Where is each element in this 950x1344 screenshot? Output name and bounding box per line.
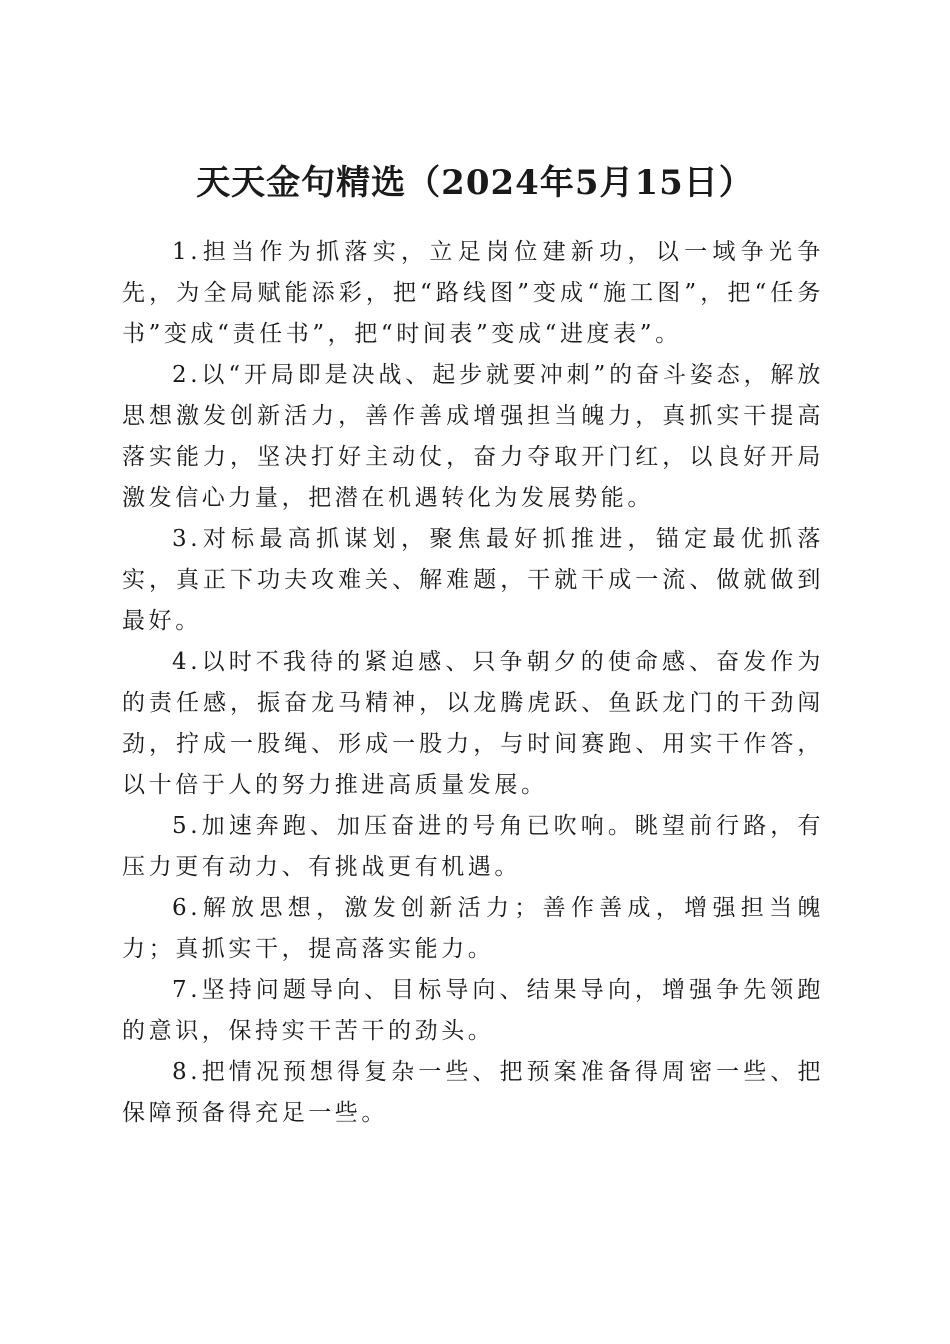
paragraph-3: 3.对标最高抓谋划，聚焦最好抓推进，锚定最优抓落实，真正下功夫攻难关、解难题，干就干成一流、做就做到最好。 (122, 526, 824, 634)
paragraph-1: 1.担当作为抓落实，立足岗位建新功，以一域争光争先，为全局赋能添彩，把“路线图”变成“施工图”，把“任务书”变成“责任书”，把“时间表”变成“进度表”。 (122, 239, 824, 347)
paragraph-7: 7.坚持问题导向、目标导向、结果导向，增强争先领跑的意识，保持实干苦干的劲头。 (122, 977, 824, 1044)
document-title: 天天金句精选（2024年5月15日） (196, 162, 754, 203)
paragraph-5: 5.加速奔跑、加压奋进的号角已吹响。眺望前行路，有压力更有动力、有挑战更有机遇。 (122, 813, 824, 880)
paragraph-2: 2.以“开局即是决战、起步就要冲刺”的奋斗姿态，解放思想激发创新活力，善作善成增强担当魄力，真抓实干提高落实能力，坚决打好主动仗，奋力夺取开门红，以良好开局激发信心力量，把潜在机遇转化为发展势能。 (122, 362, 824, 511)
document-body (122, 232, 824, 1134)
paragraph-4: 4.以时不我待的紧迫感、只争朝夕的使命感、奋发作为的责任感，振奋龙马精神，以龙腾虎跃、鱼跃龙门的干劲闯劲，拧成一股绳、形成一股力，与时间赛跑、用实干作答，以十倍于人的努力推进高质量发展。 (122, 649, 824, 798)
paragraph-8: 8.把情况预想得复杂一些、把预案准备得周密一些、把保障预备得充足一些。 (122, 1059, 824, 1126)
paragraph-6: 6.解放思想，激发创新活力；善作善成，增强担当魄力；真抓实干，提高落实能力。 (122, 895, 824, 962)
